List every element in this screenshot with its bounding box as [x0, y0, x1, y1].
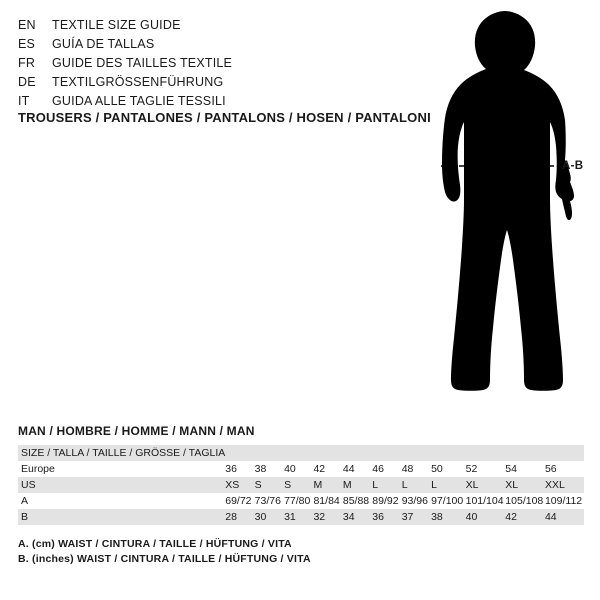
cell: 109/112 [544, 495, 583, 507]
cell: M [342, 479, 352, 491]
cell [505, 445, 545, 461]
cell: S [284, 479, 292, 491]
cell: 89/92 [372, 495, 399, 507]
cell: 56 [544, 463, 557, 475]
cell: L [401, 479, 408, 491]
table-row-size-header [18, 445, 584, 461]
cell [545, 445, 584, 461]
language-text-en: TEXTILE SIZE GUIDE [52, 18, 181, 32]
cell: 28 [225, 511, 237, 523]
cell [284, 445, 313, 461]
language-row-en [18, 16, 308, 35]
language-code-de: DE [18, 75, 36, 89]
cell: 54 [505, 463, 517, 475]
language-text-fr: GUIDE DES TAILLES TEXTILE [52, 56, 233, 70]
cell: 101/104 [465, 495, 504, 507]
language-row-es [18, 35, 308, 54]
cell: XL [465, 479, 479, 491]
cell: 32 [313, 511, 326, 523]
cell: 46 [372, 463, 384, 475]
cell: S [254, 479, 262, 491]
cell: 93/96 [401, 495, 428, 507]
cell: 36 [225, 463, 237, 475]
cell: XL [505, 479, 519, 491]
cell [431, 445, 466, 461]
cell: 105/108 [505, 495, 544, 507]
cell [343, 445, 372, 461]
cell: 31 [284, 511, 296, 523]
cell: 44 [342, 463, 355, 475]
language-text-it: GUIDA ALLE TAGLIE TESSILI [52, 94, 226, 108]
cell: 81/84 [313, 495, 340, 507]
table-row-us [18, 477, 584, 493]
cell: 38 [254, 463, 267, 475]
footnote-b: B. (inches) WAIST / CINTURA / TAILLE / HÜFTUNG / VITA [18, 553, 311, 565]
language-header-block [18, 16, 308, 111]
measure-label-ab: A-B [562, 160, 584, 172]
product-title: TROUSERS / PANTALONES / PANTALONS / HOSEN / PANTALONI [18, 110, 431, 125]
language-row-it [18, 92, 308, 111]
cell: 36 [372, 511, 384, 523]
cell: L [431, 479, 437, 491]
row-label-us: US [21, 479, 36, 491]
cell [225, 445, 254, 461]
table-row-b [18, 509, 584, 525]
language-code-en: EN [18, 18, 36, 32]
cell: 38 [431, 511, 443, 523]
language-text-de: TEXTILGRÖSSENFÜHRUNG [52, 75, 224, 89]
row-label-a: A [21, 495, 29, 507]
cell: 44 [544, 511, 557, 523]
cell: 37 [401, 511, 414, 523]
language-row-fr [18, 54, 308, 73]
table-footnotes [18, 537, 584, 567]
cell: M [313, 479, 323, 491]
cell: 30 [254, 511, 267, 523]
cell: 42 [313, 463, 326, 475]
man-silhouette-icon [400, 8, 600, 408]
language-code-it: IT [18, 94, 30, 108]
cell: 73/76 [254, 495, 281, 507]
size-table-section [18, 424, 584, 567]
cell: 48 [401, 463, 414, 475]
table-row-a [18, 493, 584, 509]
cell: 85/88 [342, 495, 370, 507]
figure-illustration [400, 8, 600, 408]
language-row-de [18, 73, 308, 92]
language-text-es: GUÍA DE TALLAS [52, 37, 155, 51]
cell: 77/80 [284, 495, 311, 507]
row-label-europe: Europe [21, 463, 55, 475]
table-section-title: MAN / HOMBRE / HOMME / MANN / MAN [18, 424, 255, 438]
language-code-es: ES [18, 37, 36, 51]
cell: 42 [505, 511, 517, 523]
language-code-fr: FR [18, 56, 36, 70]
cell [402, 445, 431, 461]
cell: L [372, 479, 379, 491]
cell: 52 [465, 463, 478, 475]
cell [372, 445, 401, 461]
cell [466, 445, 506, 461]
cell [313, 445, 342, 461]
row-label-size: SIZE / TALLA / TAILLE / GRÖSSE / TAGLIA [21, 447, 226, 459]
table-row-europe [18, 461, 584, 477]
row-label-b: B [21, 511, 29, 523]
size-table [18, 445, 584, 525]
cell: 50 [431, 463, 443, 475]
cell: 97/100 [431, 495, 464, 507]
cell [255, 445, 284, 461]
cell: XS [225, 479, 240, 491]
cell: 40 [465, 511, 478, 523]
footnote-a: A. (cm) WAIST / CINTURA / TAILLE / HÜFTUNG / VITA [18, 538, 292, 550]
cell: XXL [544, 479, 565, 491]
cell: 40 [284, 463, 296, 475]
cell: 69/72 [225, 495, 252, 507]
cell: 34 [342, 511, 355, 523]
